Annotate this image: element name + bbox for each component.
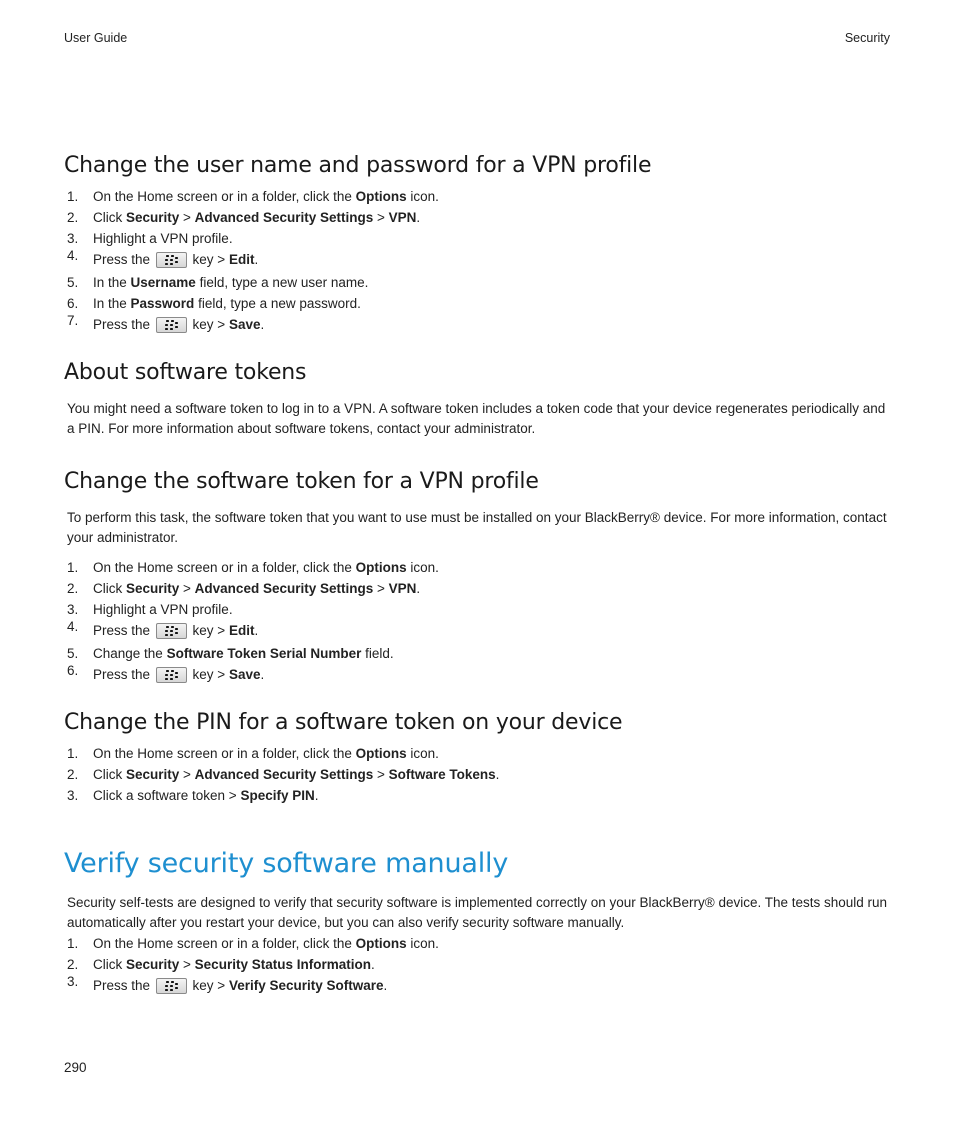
step-text: > — [179, 210, 195, 225]
section-title-about-tokens: About software tokens — [64, 360, 307, 385]
step-ui-term: Options — [355, 189, 407, 204]
step-ui-term: Advanced Security Settings — [194, 210, 374, 225]
step-text: Click — [93, 210, 126, 225]
step-number: 3. — [67, 974, 79, 989]
step-item — [64, 186, 894, 207]
section-title-change-token: Change the software token for a VPN profile — [64, 469, 539, 494]
step-number: 1. — [67, 936, 79, 951]
steps-verify — [64, 933, 894, 998]
blackberry-menu-key-icon — [156, 623, 187, 639]
steps-vpn-credentials — [64, 186, 894, 337]
step-item — [64, 620, 894, 643]
step-text: > — [179, 767, 195, 782]
step-ui-term: Advanced Security Settings — [194, 767, 374, 782]
step-item — [64, 975, 894, 998]
step-item — [64, 933, 894, 954]
step-text: On the Home screen or in a folder, click the — [93, 560, 356, 575]
step-item — [64, 228, 894, 249]
step-text: > — [373, 581, 389, 596]
step-text: > — [179, 581, 195, 596]
step-text: On the Home screen or in a folder, click the — [93, 746, 356, 761]
step-number: 3. — [67, 788, 79, 803]
step-text: icon. — [406, 189, 439, 204]
step-text: . — [260, 667, 265, 682]
step-ui-term: VPN — [388, 210, 417, 225]
running-header-right: Security — [844, 31, 890, 45]
step-number: 3. — [67, 602, 79, 617]
step-ui-term: Options — [355, 560, 407, 575]
step-item — [64, 578, 894, 599]
step-item — [64, 785, 894, 806]
step-item — [64, 557, 894, 578]
blackberry-menu-key-icon — [156, 252, 187, 268]
step-text: icon. — [406, 936, 439, 951]
step-text: In the — [93, 296, 131, 311]
about-tokens-body: You might need a software token to log in to a VPN. A software token includes a token code that your device regenerates periodically and a PIN. For more information about software tokens, contact your administrator. — [67, 401, 886, 436]
step-item — [64, 643, 894, 664]
step-text: field. — [361, 646, 394, 661]
step-ui-term: Specify PIN — [240, 788, 315, 803]
step-number: 7. — [67, 313, 79, 328]
step-text: Press the — [93, 667, 151, 682]
step-ui-term: Security — [126, 767, 180, 782]
step-ui-term: VPN — [388, 581, 417, 596]
step-ui-term: Save — [228, 317, 261, 332]
step-item — [64, 249, 894, 272]
section-title-vpn-credentials: Change the user name and password for a VPN profile — [64, 153, 652, 178]
step-item — [64, 764, 894, 785]
step-number: 1. — [67, 189, 79, 204]
step-ui-term: Username — [130, 275, 196, 290]
step-text: Press the — [93, 317, 151, 332]
step-item — [64, 293, 894, 314]
step-ui-term: Software Tokens — [388, 767, 496, 782]
verify-intro: Security self-tests are designed to verify that security software is implemented correctly on your BlackBerry® device. The tests should run automatically after you restart your device, but you can also verify security software manually. — [67, 895, 888, 930]
step-ui-term: Save — [228, 667, 261, 682]
step-text: Click — [93, 581, 126, 596]
step-text: > — [373, 767, 389, 782]
step-number: 5. — [67, 275, 79, 290]
step-text: Highlight a VPN profile. — [93, 602, 233, 617]
step-ui-term: Password — [130, 296, 195, 311]
step-item — [64, 207, 894, 228]
step-text: . — [495, 767, 500, 782]
step-ui-term: Security Status Information — [194, 957, 371, 972]
blackberry-menu-key-icon — [156, 978, 187, 994]
step-text: Click a software token > — [93, 788, 241, 803]
step-text: icon. — [406, 746, 439, 761]
step-text: field, type a new password. — [194, 296, 361, 311]
step-text: key > — [188, 978, 229, 993]
step-text: > — [373, 210, 389, 225]
step-text: Highlight a VPN profile. — [93, 231, 233, 246]
step-text: key > — [188, 317, 229, 332]
step-number: 1. — [67, 746, 79, 761]
step-number: 3. — [67, 231, 79, 246]
step-ui-term: Security — [126, 957, 180, 972]
step-text: Click — [93, 957, 126, 972]
step-text: . — [416, 210, 421, 225]
step-number: 1. — [67, 560, 79, 575]
blackberry-menu-key-icon — [156, 317, 187, 333]
step-number: 4. — [67, 248, 79, 263]
step-ui-term: Options — [355, 746, 407, 761]
step-number: 6. — [67, 663, 79, 678]
step-item — [64, 314, 894, 337]
step-ui-term: Options — [355, 936, 407, 951]
step-text: On the Home screen or in a folder, click the — [93, 189, 356, 204]
step-text: key > — [188, 623, 229, 638]
step-number: 5. — [67, 646, 79, 661]
step-ui-term: Advanced Security Settings — [194, 581, 374, 596]
page-number: 290 — [64, 1060, 87, 1075]
blackberry-menu-key-icon — [156, 667, 187, 683]
step-text: Press the — [93, 623, 151, 638]
step-ui-term: Edit — [228, 252, 255, 267]
step-text: Press the — [93, 978, 151, 993]
step-ui-term: Verify Security Software — [228, 978, 384, 993]
step-number: 4. — [67, 619, 79, 634]
step-number: 6. — [67, 296, 79, 311]
step-number: 2. — [67, 581, 79, 596]
step-text: icon. — [406, 560, 439, 575]
step-item — [64, 599, 894, 620]
step-text: Press the — [93, 252, 151, 267]
step-text: . — [416, 581, 421, 596]
step-text: . — [260, 317, 265, 332]
step-text: > — [179, 957, 195, 972]
step-text: field, type a new user name. — [195, 275, 369, 290]
step-ui-term: Security — [126, 581, 180, 596]
step-text: . — [314, 788, 319, 803]
step-text: In the — [93, 275, 131, 290]
step-text: Change the — [93, 646, 167, 661]
step-text: On the Home screen or in a folder, click the — [93, 936, 356, 951]
step-text: . — [254, 623, 259, 638]
step-text: . — [383, 978, 388, 993]
section-title-change-pin: Change the PIN for a software token on your device — [64, 710, 623, 735]
step-item — [64, 272, 894, 293]
step-number: 2. — [67, 210, 79, 225]
step-ui-term: Security — [126, 210, 180, 225]
step-ui-term: Software Token Serial Number — [166, 646, 362, 661]
change-token-intro: To perform this task, the software token that you want to use must be installed on your BlackBerry® device. For more information, contact your administrator. — [67, 510, 887, 545]
step-number: 2. — [67, 957, 79, 972]
steps-change-token — [64, 557, 894, 687]
step-text: Click — [93, 767, 126, 782]
step-number: 2. — [67, 767, 79, 782]
step-item — [64, 954, 894, 975]
steps-change-pin — [64, 743, 894, 806]
step-text: . — [370, 957, 375, 972]
step-item — [64, 664, 894, 687]
step-item — [64, 743, 894, 764]
step-text: key > — [188, 667, 229, 682]
step-text: . — [254, 252, 259, 267]
step-ui-term: Edit — [228, 623, 255, 638]
running-header-left: User Guide — [64, 31, 128, 45]
page-heading-verify-security: Verify security software manually — [64, 848, 509, 879]
step-text: key > — [188, 252, 229, 267]
